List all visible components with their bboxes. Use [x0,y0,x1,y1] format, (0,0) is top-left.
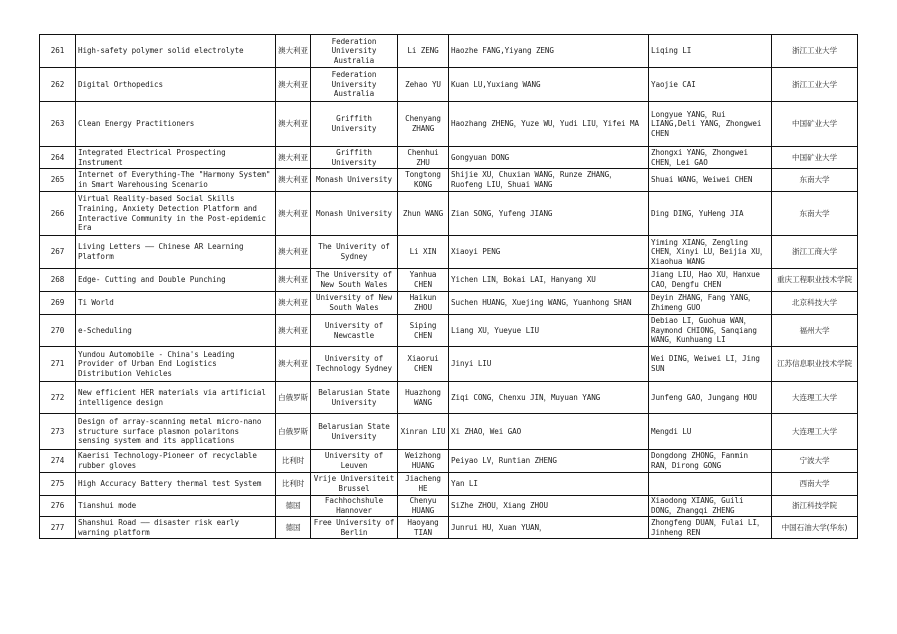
university-cell: The University of New South Wales [311,269,398,292]
table-row [40,102,858,147]
team-members-cell: Gongyuan DONG [449,147,649,169]
mentors-cell: Junfeng GAO，Jungang HOU [649,382,772,414]
table-row [40,68,858,102]
school-cell: 大连理工大学 [772,382,858,414]
team-leader-cell: Li XIN [398,236,449,269]
row-number-cell: 266 [40,192,76,236]
university-cell: University of Newcastle [311,315,398,347]
team-leader-cell: Haoyang TIAN [398,517,449,539]
project-title-cell: New efficient HER materials via artificial intelligence design [76,382,276,414]
team-members-cell: Zian SONG，Yufeng JIANG [449,192,649,236]
mentors-cell: Xiaodong XIANG，Guili DONG，Zhangqi ZHENG [649,496,772,517]
school-cell: 中国矿业大学 [772,147,858,169]
school-cell: 浙江工商大学 [772,236,858,269]
mentors-cell: Zhongxi YANG，Zhongwei CHEN，Lei GAO [649,147,772,169]
university-cell: University of New South Wales [311,292,398,315]
team-members-cell: Liang XU，Yueyue LIU [449,315,649,347]
project-title-cell: Kaerisi Technology-Pioneer of recyclable rubber gloves [76,450,276,473]
team-members-cell: Suchen HUANG，Xuejing WANG，Yuanhong SHAN [449,292,649,315]
project-title-cell: Tianshui mode [76,496,276,517]
row-number-cell: 272 [40,382,76,414]
project-title-cell: Shanshui Road —— disaster risk early warning platform [76,517,276,539]
team-leader-cell: Weizhong HUANG [398,450,449,473]
mentors-cell [649,473,772,496]
team-members-cell: Xiaoyi PENG [449,236,649,269]
country-cell: 德国 [276,517,311,539]
project-title-cell: Living Letters —— Chinese AR Learning Platform [76,236,276,269]
mentors-cell: Yiming XIANG，Zengling CHEN，Xinyi LU，Beijia XU，Xiaohua WANG [649,236,772,269]
school-cell: 东南大学 [772,192,858,236]
project-title-cell: High-safety polymer solid electrolyte [76,35,276,68]
project-table [39,34,858,539]
row-number-cell: 269 [40,292,76,315]
mentors-cell: Wei DING，Weiwei LI，Jing SUN [649,347,772,382]
project-title-cell: Digital Orthopedics [76,68,276,102]
team-leader-cell: Yanhua CHEN [398,269,449,292]
team-members-cell: Yan LI [449,473,649,496]
university-cell: Griffith University [311,147,398,169]
row-number-cell: 270 [40,315,76,347]
table-row [40,315,858,347]
project-title-cell: Integrated Electrical Prospecting Instrument [76,147,276,169]
row-number-cell: 275 [40,473,76,496]
team-leader-cell: Huazhong WANG [398,382,449,414]
mentors-cell: Jiang LIU，Hao XU，Hanxue CAO，Dengfu CHEN [649,269,772,292]
project-title-cell: Edge- Cutting and Double Punching [76,269,276,292]
table-row [40,496,858,517]
school-cell: 中国矿业大学 [772,102,858,147]
table-row [40,35,858,68]
team-leader-cell: Tongtong KONG [398,169,449,192]
team-leader-cell: Jiacheng HE [398,473,449,496]
school-cell: 浙江科技学院 [772,496,858,517]
team-members-cell: Jinyi LIU [449,347,649,382]
table-row [40,517,858,539]
row-number-cell: 271 [40,347,76,382]
university-cell: Free University of Berlin [311,517,398,539]
university-cell: Federation University Australia [311,68,398,102]
table-row [40,192,858,236]
project-title-cell: Yundou Automobile - China's Leading Provider of Urban End Logistics Distribution Vehicles [76,347,276,382]
country-cell: 澳大利亚 [276,292,311,315]
school-cell: 浙江工业大学 [772,68,858,102]
project-title-cell: High Accuracy Battery thermal test System [76,473,276,496]
row-number-cell: 274 [40,450,76,473]
team-members-cell: Haozhe FANG,Yiyang ZENG [449,35,649,68]
table-row [40,450,858,473]
school-cell: 重庆工程职业技术学院 [772,269,858,292]
country-cell: 白俄罗斯 [276,382,311,414]
country-cell: 澳大利亚 [276,147,311,169]
mentors-cell: Longyue YANG，Rui LIANG,Deli YANG，Zhongwei CHEN [649,102,772,147]
mentors-cell: Deyin ZHANG，Fang YANG，Zhimeng GUO [649,292,772,315]
country-cell: 比利时 [276,473,311,496]
row-number-cell: 263 [40,102,76,147]
team-members-cell: Peiyao LV，Runtian ZHENG [449,450,649,473]
school-cell: 北京科技大学 [772,292,858,315]
country-cell: 比利时 [276,450,311,473]
university-cell: Griffith University [311,102,398,147]
team-members-cell: Ziqi CONG，Chenxu JIN，Muyuan YANG [449,382,649,414]
country-cell: 澳大利亚 [276,68,311,102]
university-cell: Vrije Universiteit Brussel [311,473,398,496]
table-row [40,414,858,450]
team-leader-cell: Chenhui ZHU [398,147,449,169]
team-members-cell: Haozhang ZHENG，Yuze WU，Yudi LIU，Yifei MA [449,102,649,147]
project-title-cell: e-Scheduling [76,315,276,347]
school-cell: 福州大学 [772,315,858,347]
table-row [40,169,858,192]
country-cell: 澳大利亚 [276,236,311,269]
project-title-cell: Virtual Reality-based Social Skills Training, Anxiety Detection Platform and Interactive Community in the Post-epidemic Era [76,192,276,236]
school-cell: 中国石油大学(华东) [772,517,858,539]
row-number-cell: 268 [40,269,76,292]
university-cell: Belarusian State University [311,382,398,414]
country-cell: 澳大利亚 [276,347,311,382]
university-cell: Fachhochshule Hannover [311,496,398,517]
team-members-cell: Junrui HU，Xuan YUAN， [449,517,649,539]
table-row [40,236,858,269]
team-members-cell: Yichen LIN，Bokai LAI，Hanyang XU [449,269,649,292]
school-cell: 宁波大学 [772,450,858,473]
table-row [40,473,858,496]
university-cell: The Univerity of Sydney [311,236,398,269]
school-cell: 西南大学 [772,473,858,496]
row-number-cell: 262 [40,68,76,102]
university-cell: Monash University [311,192,398,236]
mentors-cell: Liqing LI [649,35,772,68]
table-row [40,269,858,292]
mentors-cell: Shuai WANG，Weiwei CHEN [649,169,772,192]
university-cell: Federation University Australia [311,35,398,68]
row-number-cell: 276 [40,496,76,517]
mentors-cell: Debiao LI，Guohua WAN，Raymond CHIONG，Sanqiang WANG，Kunhuang LI [649,315,772,347]
team-members-cell: Kuan LU,Yuxiang WANG [449,68,649,102]
school-cell: 大连理工大学 [772,414,858,450]
mentors-cell: Zhongfeng DUAN，Fulai LI，Jinheng REN [649,517,772,539]
row-number-cell: 265 [40,169,76,192]
mentors-cell: Yaojie CAI [649,68,772,102]
team-leader-cell: Xiaorui CHEN [398,347,449,382]
team-leader-cell: Zhun WANG [398,192,449,236]
country-cell: 白俄罗斯 [276,414,311,450]
team-leader-cell: Chenyang ZHANG [398,102,449,147]
team-leader-cell: Chenyu HUANG [398,496,449,517]
table-row [40,292,858,315]
row-number-cell: 264 [40,147,76,169]
mentors-cell: Ding DING，YuHeng JIA [649,192,772,236]
row-number-cell: 261 [40,35,76,68]
row-number-cell: 267 [40,236,76,269]
table-row [40,147,858,169]
university-cell: Belarusian State University [311,414,398,450]
university-cell: Monash University [311,169,398,192]
table-row [40,347,858,382]
country-cell: 澳大利亚 [276,315,311,347]
mentors-cell: Dongdong ZHONG，Fanmin RAN，Dirong GONG [649,450,772,473]
project-title-cell: Design of array-scanning metal micro-nano structure surface plasmon polaritons sensing system and its applications [76,414,276,450]
school-cell: 浙江工业大学 [772,35,858,68]
project-title-cell: Ti World [76,292,276,315]
row-number-cell: 277 [40,517,76,539]
team-leader-cell: Zehao YU [398,68,449,102]
school-cell: 东南大学 [772,169,858,192]
university-cell: University of Technology Sydney [311,347,398,382]
team-leader-cell: Xinran LIU [398,414,449,450]
country-cell: 德国 [276,496,311,517]
team-leader-cell: Haikun ZHOU [398,292,449,315]
row-number-cell: 273 [40,414,76,450]
country-cell: 澳大利亚 [276,102,311,147]
country-cell: 澳大利亚 [276,35,311,68]
team-members-cell: Shijie XU，Chuxian WANG，Runze ZHANG，Ruofeng LIU，Shuai WANG [449,169,649,192]
project-title-cell: Clean Energy Practitioners [76,102,276,147]
country-cell: 澳大利亚 [276,192,311,236]
university-cell: University of Leuven [311,450,398,473]
mentors-cell: Mengdi LU [649,414,772,450]
project-title-cell: Internet of Everything-The "Harmony System" in Smart Warehousing Scenario [76,169,276,192]
country-cell: 澳大利亚 [276,169,311,192]
team-members-cell: Xi ZHAO，Wei GAO [449,414,649,450]
school-cell: 江苏信息职业技术学院 [772,347,858,382]
country-cell: 澳大利亚 [276,269,311,292]
table-row [40,382,858,414]
team-leader-cell: Li ZENG [398,35,449,68]
team-members-cell: SiZhe ZHOU，Xiang ZHOU [449,496,649,517]
team-leader-cell: Siping CHEN [398,315,449,347]
